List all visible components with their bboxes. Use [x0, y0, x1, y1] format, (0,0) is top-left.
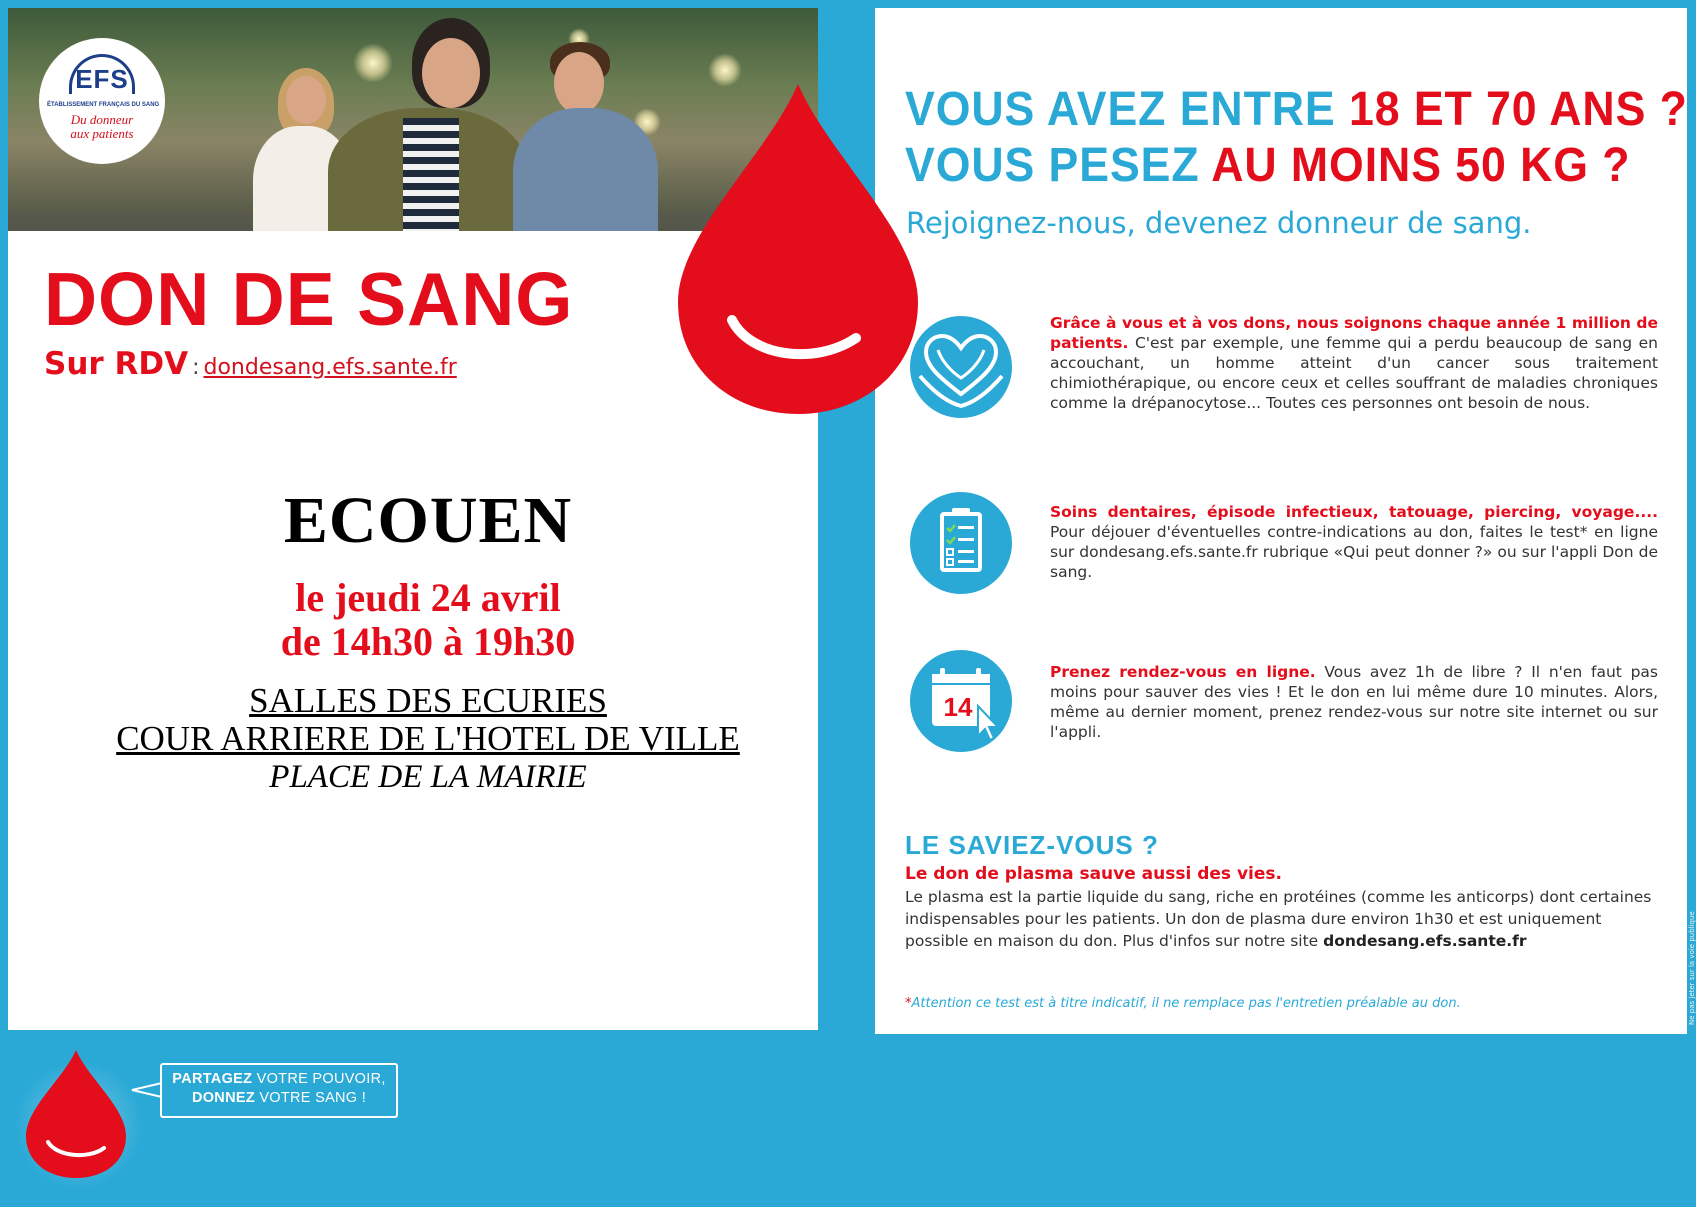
share-line1: PARTAGEZ VOTRE POUVOIR, [172, 1071, 386, 1087]
efs-logo [39, 38, 165, 164]
share-speech-bubble [160, 1063, 398, 1118]
heart-hands-icon [910, 316, 1012, 418]
right-panel [875, 8, 1687, 1034]
event-city: ECOUEN [283, 484, 573, 557]
event-venue-line3: PLACE DE LA MAIRIE [269, 759, 587, 795]
event-venue-line1: SALLES DES ECURIES [249, 681, 607, 720]
appointment-link[interactable]: dondesang.efs.sante.fr [203, 355, 457, 380]
efs-logo-slogan: Du donneur aux patients [70, 112, 134, 141]
event-date: le jeudi 24 avril [295, 575, 561, 620]
plasma-link[interactable]: dondesang.efs.sante.fr [1323, 932, 1527, 950]
share-line2: DONNEZ VOTRE SANG ! [191, 1090, 367, 1106]
event-time: de 14h30 à 19h30 [280, 619, 576, 664]
event-details [88, 486, 768, 796]
efs-logo-name: EFS [75, 64, 129, 94]
plasma-title: Le don de plasma sauve aussi des vies. [905, 864, 1282, 884]
checklist-icon [910, 492, 1012, 594]
calendar-day: 14 [943, 692, 973, 722]
info-appointment: Prenez rendez-vous en ligne. Vous avez 1h de libre ? Il n'en faut pas moins pour sauver des vies ! Et le don en lui même dure 10 minutes. Alors, même au dernier moment, prenez rendez-vous sur notre site internet ou sur l'appli. [1050, 663, 1658, 741]
event-venue-line2: COUR ARRIERE DE L'HOTEL DE VILLE [116, 719, 740, 758]
efs-logo-subtitle: ÉTABLISSEMENT FRANÇAIS DU SANG [47, 102, 160, 108]
side-credit: Ne pas jeter sur la voie publique [1688, 911, 1696, 1025]
info-contraindications: Soins dentaires, épisode infectieux, tatouage, piercing, voyage.... Pour déjouer d'éventuelles contre-indications au don, faites le test* en ligne sur dondesang.efs.sante.fr rubrique «Qui peut donner ?» ou sur l'appli Don de sang. [1050, 503, 1658, 581]
calendar-click-icon [910, 650, 1012, 752]
small-blood-drop-icon [26, 1050, 126, 1180]
appointment-label: Sur RDV [44, 346, 189, 382]
page-title: DON DE SANG [44, 257, 574, 341]
appointment-line: Sur RDV : dondesang.efs.sante.fr [44, 346, 457, 382]
headline-age: VOUS AVEZ ENTRE 18 ET 70 ANS ? [905, 83, 1688, 136]
headline-weight: VOUS PESEZ AU MOINS 50 KG ? [905, 139, 1631, 192]
plasma-body: Le plasma est la partie liquide du sang, riche en protéines (comme les anticorps) dont certaines indispensables pour les patients. Un don de plasma dure environ 1h30 et est uniquement possible en maison du don. Plus d'infos sur notre site dondesang.efs.sante.fr [905, 888, 1652, 950]
info-patients: Grâce à vous et à vos dons, nous soignons chaque année 1 million de patients. C'est par exemple, une femme qui a perdu beaucoup de sang en accouchant, un homme atteint d'un cancer sous traitement chimiothérapique, ou encore ceux et celles souffrant de maladies chroniques comme la drépanocytose... Toutes ces personnes ont besoin de nous. [1050, 314, 1658, 412]
subheadline: Rejoignez-nous, devenez donneur de sang. [906, 206, 1532, 240]
speech-bubble-tail [130, 1082, 162, 1098]
footnote: *Attention ce test est à titre indicatif, il ne remplace pas l'entretien préalable au don. [905, 996, 1461, 1011]
did-you-know-heading: LE SAVIEZ-VOUS ? [905, 830, 1159, 860]
blood-drop-icon [678, 84, 918, 414]
